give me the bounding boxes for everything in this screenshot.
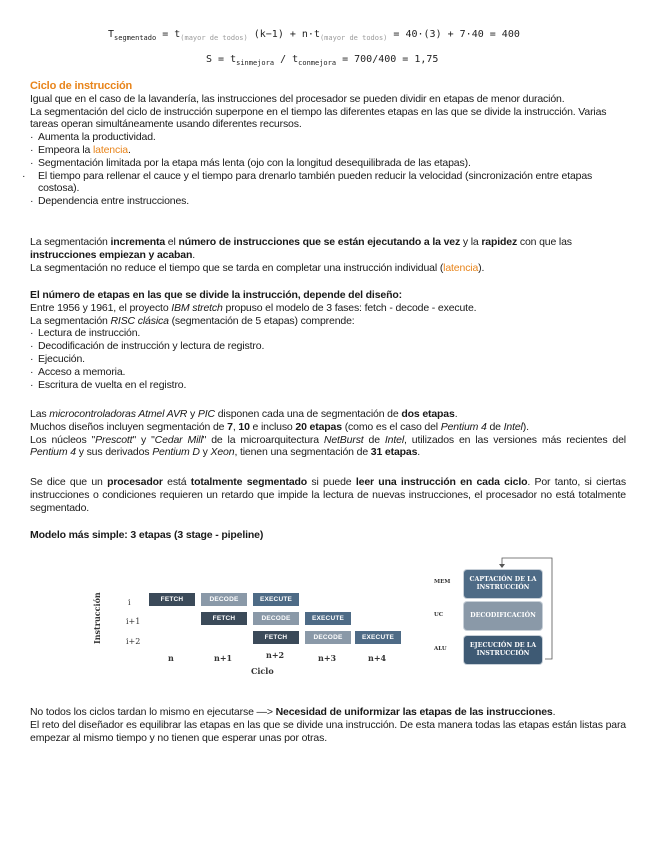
side-box-captacion: CAPTACIÓN DE LA INSTRUCCIÓN: [464, 570, 542, 598]
text-run: el: [165, 236, 179, 248]
section-heading: [30, 529, 626, 542]
text-run: La segmentación: [30, 314, 111, 327]
text-run: Entre 1956 y 1961, el proyecto: [30, 301, 172, 314]
formula-text: S = t: [206, 54, 237, 65]
text-run: incrementa: [110, 236, 166, 248]
text-run: ).: [522, 420, 529, 433]
section-ciclo: [30, 80, 626, 208]
text-run: , tienen una segmentación de: [234, 446, 371, 459]
formula-segmentado: [108, 29, 520, 42]
row-label: i: [128, 598, 131, 607]
side-label: ALU: [434, 646, 447, 652]
fetch-block: FETCH: [201, 612, 247, 625]
bullet-text: Segmentación limitada por la etapa más lenta (ojo con la longitud desequilibrada de las etapas).: [38, 156, 471, 169]
paragraph: [30, 434, 626, 460]
bullet-item: [30, 353, 626, 366]
pipeline-diagram: [92, 560, 556, 680]
side-box-ejecucion: EJECUCIÓN DE LA INSTRUCCIÓN: [464, 636, 542, 664]
text-run: ,: [232, 420, 239, 433]
bullet-item: [30, 195, 626, 208]
text-run: 7: [227, 420, 233, 433]
decode-block: DECODE: [253, 612, 299, 625]
text-run: 20 etapas: [295, 420, 342, 433]
bullet-text: Lectura de instrucción.: [38, 327, 141, 340]
text-run: está: [162, 476, 191, 488]
formula-text: = t: [156, 29, 181, 40]
bullet-text: Decodificación de instrucción y lectura de registro.: [38, 340, 265, 353]
diagram-x-label: Ciclo: [251, 666, 274, 676]
execute-block: EXECUTE: [253, 593, 299, 606]
text-run: e incluso: [249, 420, 296, 433]
section-modelo: [30, 529, 626, 542]
text-run: 3 etapas (3 stage - pipeline): [127, 529, 264, 541]
text-run: de: [486, 420, 504, 433]
text-run: instrucciones empiezan y acaban: [30, 248, 193, 261]
formula-subscript: (mayor de todos): [180, 34, 248, 42]
section-segmentacion: [30, 236, 626, 274]
text-run: totalmente segmentado: [190, 476, 308, 488]
text-run: .: [552, 706, 556, 718]
text-run: " y ": [132, 433, 155, 446]
text-run: . Por tanto, si ciertas instrucciones o condiciones requieren un retardo que impide la lectura de nuevas instrucciones, el procesador no está totalmente segmentado.: [30, 476, 626, 514]
text-run: Xeon: [210, 446, 235, 459]
bullet-item: [30, 157, 626, 170]
bullet-text: Acceso a memoria.: [38, 365, 126, 378]
formula-text: = 40·(3) + 7·40 = 400: [387, 29, 520, 40]
text-run: ).: [478, 261, 485, 274]
execute-block: EXECUTE: [305, 612, 351, 625]
text-run: y sus derivados: [75, 446, 153, 459]
text-run: procesador: [107, 476, 163, 488]
latencia-link[interactable]: latencia: [92, 143, 128, 156]
section-final: [30, 706, 626, 744]
execute-block: EXECUTE: [355, 631, 401, 644]
paragraph: [30, 262, 626, 275]
paragraph: [30, 476, 626, 514]
side-box-decodificacion: DECODIFICACIÓN: [464, 602, 542, 630]
bullet-item: [30, 170, 626, 196]
text-run: si puede: [307, 476, 356, 488]
text-run: IBM stretch: [171, 301, 223, 314]
bullet-item: [30, 366, 626, 379]
text-run: Se dice que un: [30, 476, 108, 488]
side-label: MEM: [434, 579, 451, 585]
col-label: n+3: [318, 653, 337, 663]
text-run: No todos los ciclos tardan lo mismo en ejecutarse —>: [30, 706, 276, 718]
section-heading: El número de etapas en las que se divide la instrucción, depende del diseño:: [30, 289, 402, 301]
text-run: número de instrucciones que se están ejecutando a la vez: [178, 236, 461, 248]
col-label: n: [168, 653, 174, 663]
text-run: (segmentación de 5 etapas) comprende:: [168, 314, 355, 327]
bullet-item: [30, 327, 626, 340]
formula-text: / t: [274, 54, 299, 65]
paragraph: [30, 236, 626, 262]
text-run: disponen cada una de segmentación de: [214, 408, 402, 420]
paragraph: [30, 408, 626, 421]
formula-text: (k−1) + n·t: [247, 29, 320, 40]
row-label: i+2: [126, 637, 141, 646]
decode-block: DECODE: [201, 593, 247, 606]
fetch-block: FETCH: [149, 593, 195, 606]
col-label: n+4: [368, 653, 387, 663]
formula-text: T: [108, 29, 115, 40]
bullet-item: [30, 144, 626, 157]
text-run: con que las: [517, 236, 572, 248]
text-run: , utilizados en las versiones más recientes del: [404, 433, 626, 446]
text-run: .: [417, 446, 421, 459]
text-run: PIC: [197, 408, 215, 420]
text-run: rapidez: [481, 236, 518, 248]
text-run: Las: [30, 408, 50, 420]
bullet-item: [30, 379, 626, 392]
text-run: y: [199, 446, 211, 459]
text-run: de: [363, 433, 385, 446]
text-run: RISC clásica: [110, 314, 169, 327]
text-run: Prescott: [95, 433, 133, 446]
row-label: i+1: [126, 617, 141, 626]
text-run: Pentium 4: [30, 446, 76, 459]
text-run: dos etapas: [401, 408, 455, 420]
section-microcontroladoras: [30, 408, 626, 459]
text-run: NetBurst: [323, 433, 364, 446]
text-run: y: [187, 408, 198, 420]
formula-subscript: segmentado: [114, 34, 157, 42]
paragraph: [30, 706, 626, 719]
latencia-link[interactable]: latencia: [443, 261, 479, 274]
fetch-block: FETCH: [253, 631, 299, 644]
text-run: Cedar Mill: [154, 433, 203, 446]
bullet-text: Dependencia entre instrucciones.: [38, 195, 190, 208]
text-run: Pentium 4: [440, 420, 487, 433]
diagram-y-label: Instrucción: [92, 592, 102, 644]
bullet-text: Aumenta la productividad.: [38, 131, 156, 144]
text-run: (como es el caso del: [341, 420, 441, 433]
col-label: n+1: [214, 653, 233, 663]
formula-speedup: [206, 54, 438, 67]
bullet-item: [30, 131, 626, 144]
formula-text: = 700/400 = 1,75: [336, 54, 439, 65]
side-label: UC: [434, 612, 444, 618]
text-run: 31 etapas: [370, 446, 418, 459]
text-run: La segmentación: [30, 236, 111, 248]
formula-subscript: (mayor de todos): [319, 34, 388, 42]
text-run: .: [192, 248, 196, 261]
text-run: y la: [460, 236, 482, 248]
text-run: Los núcleos ": [30, 433, 96, 446]
text-run: Intel: [503, 420, 523, 433]
paragraph: La segmentación del ciclo de instrucción superpone en el tiempo las diferentes etapas en las que se divide la instrucción. Varias tareas operan simultáneamente usando diferentes recursos.: [30, 105, 607, 131]
text-run: Pentium D: [152, 446, 200, 459]
text-run: .: [454, 408, 458, 420]
bullet-text: .: [127, 143, 131, 156]
paragraph: El reto del diseñador es equilibrar las etapas en las que se divide una instrucción. De esta manera todas las etapas están listas para empezar al mismo tiempo y no tienen que esperar unas por otras.: [30, 718, 626, 744]
section-totalmente-segmentado: [30, 476, 626, 514]
col-label: n+2: [266, 650, 285, 660]
bullet-text: Ejecución.: [38, 352, 85, 365]
section-heading: Ciclo de instrucción: [30, 80, 133, 92]
paragraph: [30, 421, 626, 434]
text-run: Modelo más simple:: [30, 529, 128, 541]
text-run: " de la microarquitectura: [202, 433, 324, 446]
text-run: 10: [238, 420, 250, 433]
bullet-text: Escritura de vuelta en el registro.: [38, 378, 187, 391]
paragraph: Igual que en el caso de la lavandería, las instrucciones del procesador se pueden dividir en etapas de menor duración.: [30, 92, 565, 105]
text-run: microcontroladoras Atmel AVR: [49, 408, 188, 420]
text-run: La segmentación no reduce el tiempo que se tarda en completar una instrucción individual (: [30, 261, 444, 274]
formula-subscript: sinmejora: [236, 59, 275, 67]
text-run: Intel: [384, 433, 405, 446]
text-run: Necesidad de uniformizar las etapas de las instrucciones: [275, 706, 553, 718]
bullet-text: El tiempo para rellenar el cauce y el tiempo para drenarlo también pueden reducir la velocidad (sincronización entre etapas costosa).: [38, 169, 593, 195]
formula-subscript: conmejora: [298, 59, 337, 67]
section-etapas: [30, 289, 626, 391]
paragraph: [30, 315, 626, 328]
bullet-item: [30, 340, 626, 353]
text-run: leer una instrucción en cada ciclo: [355, 476, 528, 488]
text-run: Muchos diseños incluyen segmentación de: [30, 420, 228, 433]
decode-block: DECODE: [305, 631, 351, 644]
text-run: propuso el modelo de 3 fases: fetch - decode - execute.: [222, 301, 477, 314]
bullet-text: Empeora la: [38, 143, 93, 156]
paragraph: [30, 302, 626, 315]
